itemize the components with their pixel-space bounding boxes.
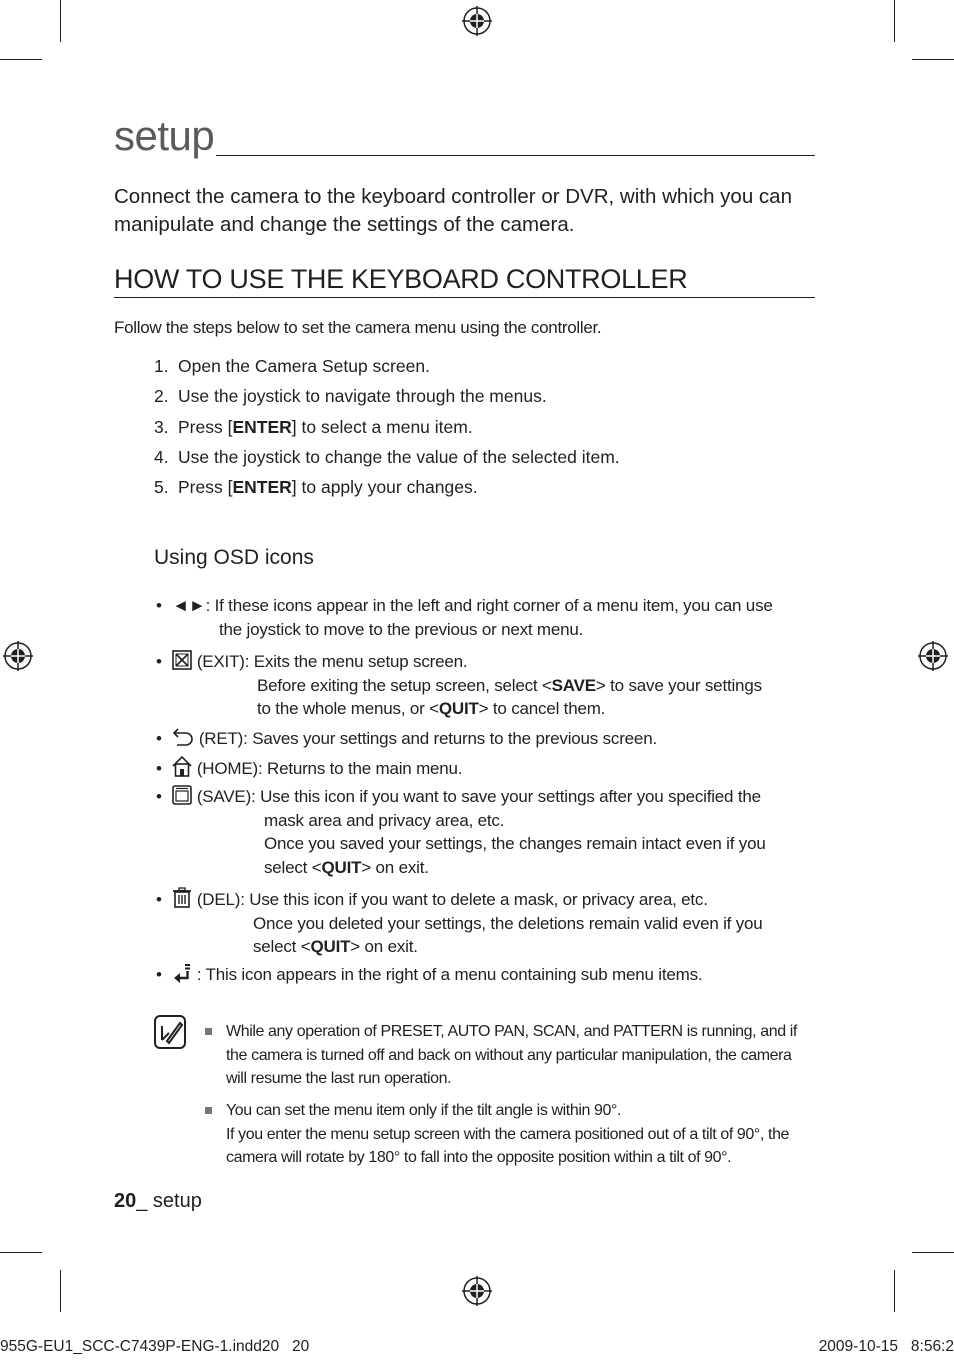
osd-arrows-text: the joystick to move to the previous or next menu. — [219, 619, 584, 639]
submenu-enter-icon — [172, 963, 192, 983]
page-footer: 20_ setup — [114, 1190, 202, 1212]
crop-mark — [912, 1252, 954, 1253]
osd-heading: Using OSD icons — [154, 546, 314, 569]
crop-mark — [894, 1270, 895, 1312]
note-item: You can set the menu item only if the tilt angle is within 90°. If you enter the menu setup screen with the camera positioned out of a tilt of 90°, the camera will rotate by 180° to fall into the opposite position within a tilt of 90°. — [205, 1099, 805, 1169]
crop-mark — [0, 1252, 42, 1253]
bullet: • — [156, 596, 162, 615]
print-slug-left: 955G-EU1_SCC-C7439P-ENG-1.indd20 20 — [0, 1338, 310, 1355]
step-item: 3. Press [ ENTER ] to select a menu item. — [154, 416, 473, 437]
bullet: • — [156, 965, 162, 984]
osd-del-item: • (DEL): Use this icon if you want to delete a mask, or privacy area, etc. Once you deleted your settings, the deletions remain valid even if you select <QUIT> on exit. — [156, 887, 816, 959]
return-icon — [172, 727, 194, 747]
note-item: While any operation of PRESET, AUTO PAN, SCAN, and PATTERN is running, and if the camera is turned off and back on without any particular manipulation, the camera will resume the last run operation. — [205, 1020, 805, 1090]
crop-mark — [60, 0, 61, 42]
crop-mark — [894, 0, 895, 42]
section-heading: HOW TO USE THE KEYBOARD CONTROLLER — [114, 264, 688, 294]
crop-mark — [60, 1270, 61, 1312]
home-icon — [172, 756, 192, 777]
bullet: • — [156, 787, 162, 806]
note-bullet — [205, 1107, 212, 1114]
registration-mark-icon — [918, 641, 948, 671]
bullet: • — [156, 729, 162, 748]
exit-icon — [172, 650, 192, 670]
intro-paragraph: Connect the camera to the keyboard controller or DVR, with which you can manipulate and change the settings of the camera. — [114, 185, 792, 236]
note-pencil-icon — [153, 1014, 187, 1050]
left-right-arrows-icon: ◄► — [172, 596, 206, 615]
osd-arrows-item: • ◄►: If these icons appear in the left and right corner of a menu item, you can use the joystick to move to the previous or next menu. — [156, 594, 816, 641]
step-item: 1. Open the Camera Setup screen. — [154, 356, 430, 376]
page-title: setup — [114, 112, 215, 159]
registration-mark-icon — [3, 641, 33, 671]
bullet: • — [156, 652, 162, 671]
steps-list — [154, 356, 814, 507]
print-slug-right: 2009-10-15 8:56:2 — [818, 1338, 954, 1355]
bullet: • — [156, 759, 162, 778]
title-rule — [216, 155, 815, 156]
step-item: 5. Press [ ENTER ] to apply your changes. — [154, 477, 478, 498]
osd-exit-item: • (EXIT): Exits the menu setup screen. Before exiting the setup screen, select <SAVE> to save your settings to the whole menus, or <QUIT> to cancel them. — [156, 652, 762, 718]
crop-mark — [0, 59, 42, 60]
osd-ret-item: • (RET): Saves your settings and returns to the previous screen. — [156, 729, 657, 748]
section-rule — [114, 297, 815, 298]
trash-icon — [172, 887, 192, 908]
step-item: 2. Use the joystick to navigate through the menus. — [154, 386, 547, 407]
osd-home-item: • (HOME): Returns to the main menu. — [156, 756, 816, 781]
follow-text: Follow the steps below to set the camera menu using the controller. — [114, 318, 602, 337]
note-bullet — [205, 1028, 212, 1035]
bullet: • — [156, 890, 162, 909]
osd-save-item: • (SAVE): Use this icon if you want to save your settings after you specified the mask area and privacy area, etc. Once you saved your settings, the changes remain intact even if you select <QUIT> on exit. — [156, 787, 766, 877]
save-icon — [172, 785, 192, 805]
registration-mark-icon — [462, 1276, 492, 1306]
step-item: 4. Use the joystick to change the value of the selected item. — [154, 446, 620, 467]
osd-submenu-item: • : This icon appears in the right of a menu containing sub menu items. — [156, 965, 703, 984]
crop-mark — [912, 59, 954, 60]
registration-mark-icon — [462, 6, 492, 36]
